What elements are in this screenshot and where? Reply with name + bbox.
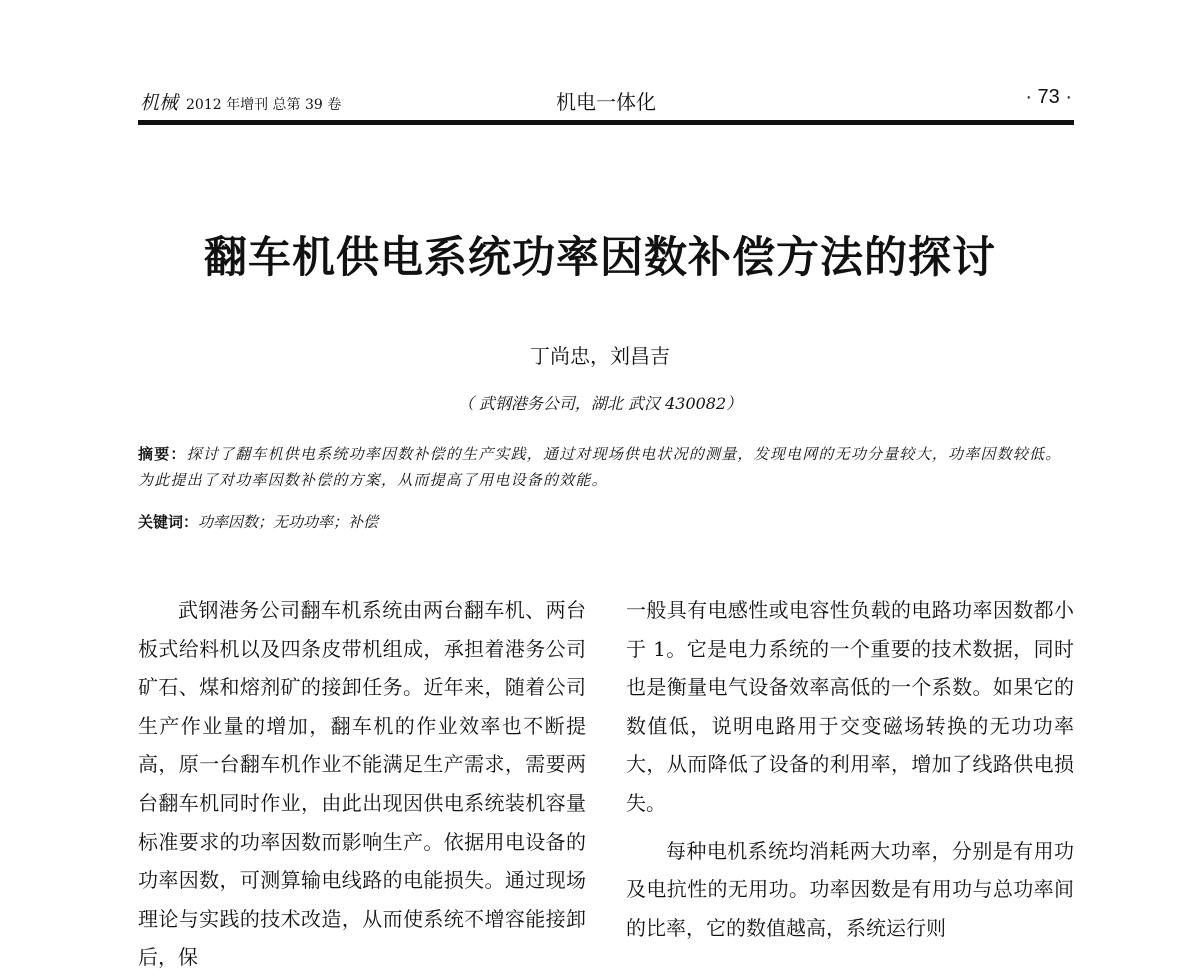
page-number: · 73 · [1025, 86, 1072, 108]
affiliation: （ 武钢港务公司，湖北 武汉 430082） [457, 394, 743, 413]
authors: 丁尚忠，刘昌吉 [530, 344, 670, 368]
abstract-label: 摘要： [138, 445, 187, 463]
running-header [138, 86, 1074, 118]
body-column-right [626, 591, 1074, 947]
keywords-label: 关键词： [138, 513, 199, 531]
journal-name: 机械 [140, 92, 179, 114]
section-name: 机电一体化 [556, 90, 656, 114]
abstract-text: 探讨了翻车机供电系统功率因数补偿的生产实践，通过对现场供电状况的测量，发现电网的无功分量较大，功率因数较低。为此提出了对功率因数补偿的方案，从而提高了用电设备的效能。 [138, 445, 1062, 489]
body-paragraph: 武钢港务公司翻车机系统由两台翻车机、两台板式给料机以及四条皮带机组成，承担着港务公司矿石、煤和熔剂矿的接卸任务。近年来，随着公司生产作业量的增加，翻车机的作业效率也不断提高，原一台翻车机作业不能满足生产需求，需要两台翻车机同时作业，由此出现因供电系统装机容量标准要求的功率因数而影响生产。依据用电设备的功率因数，可测算输电线路的电能损失。通过现场理论与实践的技术改造，从而使系统不增容能接卸后，保 [138, 598, 586, 970]
header-rule [138, 120, 1074, 125]
body-column-left [138, 591, 586, 977]
keywords [138, 509, 1074, 535]
issue-info: 2012 年增刊 总第 39 卷 [186, 97, 342, 113]
abstract [138, 441, 1074, 493]
paper-title: 翻车机供电系统功率因数补偿方法的探讨 [204, 233, 996, 283]
body-paragraph: 一般具有电感性或电容性负载的电路功率因数都小于 1。它是电力系统的一个重要的技术数据，同时也是衡量电气设备效率高低的一个系数。如果它的数值低，说明电路用于交变磁场转换的无功功率大，从而降低了设备的利用率，增加了线路供电损失。 [626, 598, 1074, 815]
keywords-text: 功率因数；无功功率；补偿 [198, 513, 379, 531]
body-paragraph: 每种电机系统均消耗两大功率，分别是有用功及电抗性的无用功。功率因数是有用功与总功率间的比率，它的数值越高，系统运行则 [626, 838, 1074, 940]
